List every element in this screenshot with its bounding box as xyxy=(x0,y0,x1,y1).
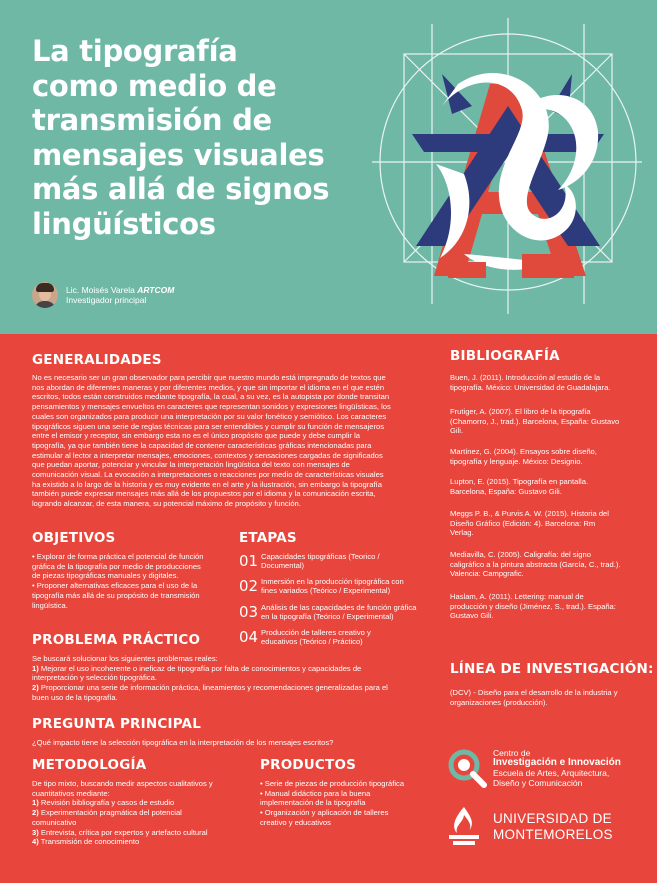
text-line: Se buscará solucionar los siguientes problemas reales: xyxy=(32,654,218,663)
title-line: más allá de signos xyxy=(32,172,330,206)
pregunta-text: ¿Qué impacto tiene la selección tipográfica en la interpretación de los mensajes escritos? xyxy=(32,738,334,747)
generalidades-text xyxy=(32,373,428,509)
title-line: como medio de xyxy=(32,68,277,103)
text-line: creativo y educativos xyxy=(260,817,331,827)
text-line: comunicativo xyxy=(32,817,77,827)
text-line: implementación de la tipografía xyxy=(260,798,366,808)
text-line: que puedan aportar, potenciar y vincular la interpretación lingüística del texto con mensajes de xyxy=(32,460,350,470)
etapa-item xyxy=(239,603,429,622)
etapa-number: 03 xyxy=(239,603,259,621)
bib-entry: Meggs P. B., & Purvis A. W. (2015). Historia del Diseño Gráfico (Edición: 4). Barcelona: Rm Verlag. xyxy=(450,509,609,538)
etapa-text: Análisis de las capacidades de función gráfica en la tipografía (Teórico / Experimental) xyxy=(261,603,417,622)
text-line: • Organización y aplicación de talleres xyxy=(260,808,389,818)
metodologia-heading: METODOLOGÍA xyxy=(32,757,147,773)
etapa-item xyxy=(239,628,429,647)
bibliografia-heading: BIBLIOGRAFÍA xyxy=(450,348,560,364)
metodologia-item: 2) Experimentación pragmática del potencial xyxy=(32,808,182,818)
text-line: • Explorar de forma práctica el potencial de función xyxy=(32,552,204,561)
text-line: estimular al lector a interpretar mensajes, emociones, contextos y sensaciones cargadas de significados xyxy=(32,450,383,460)
title-line: mensajes visuales xyxy=(32,137,325,172)
objetivos-text xyxy=(32,552,232,610)
text-line: 2) Proporcionar una serie de información práctica, lineamientos y recomendaciones generalizadas para el xyxy=(32,683,388,693)
text-line: • Proponer alternativas eficaces para el uso de la xyxy=(32,581,198,591)
productos-text xyxy=(260,779,440,828)
etapa-item xyxy=(239,552,429,571)
text-line: entre el emisor y receptor, sin embargo esta no es el único propósito que puede y debe cumplir la xyxy=(32,431,360,441)
author-text xyxy=(66,285,174,305)
generalidades-heading: GENERALIDADES xyxy=(32,352,162,368)
text-line: cuales son organizados para producir una interpretación por su valor fonético y semiótico. Los caracteres xyxy=(32,411,387,421)
bib-entry: Buen, J. (2011). Introducción al estudio de la tipografía. México: Universidad de Guadalajara. xyxy=(450,373,611,392)
research-center-text: Centro de Investigación e Innovación Escuela de Artes, Arquitectura, Diseño y Comunicación xyxy=(493,748,621,788)
etapa-number: 02 xyxy=(239,577,259,595)
typographic-artwork-illustration xyxy=(372,14,642,319)
metodologia-text xyxy=(32,779,242,847)
title-line: lingüísticos xyxy=(32,206,216,241)
bib-entry: Frutiger, A. (2007). El libro de la tipografía (Chamorro, J., trad.). Barcelona, España: Gustavo Gili. xyxy=(450,407,620,436)
text-line: tipografía, ya que también tiene la capacidad de contener características gráficas intencionadas para xyxy=(32,440,372,450)
header-panel xyxy=(0,0,657,334)
etapa-text: Producción de talleres creativo y educativos (Teórico / Práctico) xyxy=(261,628,371,647)
etapa-text: Inmersión en la producción tipográfica con fines variados (Teórico / Experimental) xyxy=(261,577,404,596)
author-brand: ARTCOM xyxy=(137,285,175,295)
bib-entry: Lupton, E. (2015). Tipografía en pantalla. Barcelona, España: Gustavo Gili. xyxy=(450,477,589,496)
text-line: tipografía más allá de su propósito de transmisión xyxy=(32,590,200,600)
text-line: tipográficos siguen una serie de reglas técnicas para ser entendibles y cumplir su función de mensajeros xyxy=(32,421,385,431)
text-line: • Manual didáctico para la buena xyxy=(260,788,371,798)
text-line: gráfica de la tipografía por medio de producciones xyxy=(32,561,201,571)
bib-entry: Mediavilla, C. (2005). Caligrafía: del signo caligráfico a la pintura abstracta (García, C., trad.). Valencia: Campgrafic. xyxy=(450,550,621,579)
text-line: buen uso de la tipografía. xyxy=(32,692,118,702)
problema-heading: PROBLEMA PRÁCTICO xyxy=(32,632,201,648)
author-role: Investigador principal xyxy=(66,295,147,305)
text-line: comunicación visual. La evocación a interpretaciones o reacciones por medio de características visuales xyxy=(32,470,384,480)
text-line: interpretación y selección tipográfica. xyxy=(32,673,157,683)
etapas-heading: ETAPAS xyxy=(239,530,297,546)
text-line: lingüística. xyxy=(32,600,68,610)
text-line: escritos, todos están construidos mediante tipografía, la cual, a su vez, es la autopista por donde transitan xyxy=(32,392,390,402)
magnifier-icon xyxy=(447,748,487,788)
problema-text xyxy=(32,654,428,703)
productos-heading: PRODUCTOS xyxy=(260,757,357,773)
flame-icon xyxy=(445,805,483,849)
text-line: No es necesario ser un gran observador para percibir que nuestro mundo está impregnado de textos que xyxy=(32,373,386,382)
linea-heading: LÍNEA DE INVESTIGACIÓN: xyxy=(450,661,654,677)
title-line: transmisión de xyxy=(32,103,272,137)
text-line: también puede expresar mensajes más allá de los propuestos por el idioma y la comunicación escrita, xyxy=(32,489,376,499)
text-line: nos abordan de diferentes maneras y por diferentes medios, y que sin importar el idioma en el que estén xyxy=(32,382,385,392)
research-center-logo xyxy=(447,748,621,788)
poster-title xyxy=(32,34,372,241)
text-line: pensamientos y mensajes envueltos en caracteres que representan sonidos y expresiones lingüísticas, los xyxy=(32,402,391,412)
bib-entry: Martínez, G. (2004). Ensayos sobre diseño, tipografía y lenguaje. México: Designio. xyxy=(450,447,597,466)
text-line: cuantitativos mediante: xyxy=(32,788,110,798)
university-logo xyxy=(445,805,613,849)
etapa-item xyxy=(239,577,429,596)
metodologia-item: 1) Revisión bibliografía y casos de estudio xyxy=(32,798,175,808)
metodologia-item: 4) Transmisión de conocimiento xyxy=(32,837,140,847)
author-block xyxy=(32,282,174,308)
etapa-number: 04 xyxy=(239,628,259,646)
title-line: La tipografía xyxy=(32,34,238,68)
text-line: De tipo mixto, buscando medir aspectos cualitativos y xyxy=(32,779,213,788)
linea-text: (DCV) - Diseño para el desarrollo de la industria y organizaciones (producción). xyxy=(450,688,618,707)
text-line: 1) Mejorar el uso incoherente o ineficaz de tipografía por falta de conocimientos y capacidades de xyxy=(32,663,362,673)
text-line: logrando alcanzar, de esta manera, su potencial máximo de propósito y función. xyxy=(32,499,301,509)
text-line: ha existido a lo largo de la historia y es muy evidente en el arte y la ilustración, sin embargo la tipografía xyxy=(32,479,382,489)
university-name: UNIVERSIDAD DE MONTEMORELOS xyxy=(493,811,613,842)
etapa-text: Capacidades tipográficas (Teorico / Documental) xyxy=(261,552,380,571)
objetivos-heading: OBJETIVOS xyxy=(32,530,116,546)
metodologia-item: 3) Entrevista, crítica por expertos y artefacto cultural xyxy=(32,827,208,837)
author-avatar xyxy=(32,282,58,308)
etapa-number: 01 xyxy=(239,552,259,570)
text-line: • Serie de piezas de producción tipográfica xyxy=(260,779,405,788)
pregunta-heading: PREGUNTA PRINCIPAL xyxy=(32,716,202,732)
text-line: de piezas tipográficas manuales y digitales. xyxy=(32,571,179,581)
bib-entry: Haslam, A. (2011). Lettering: manual de producción y diseño (Jiménez, S., trad.). España: Gustavo Gili. xyxy=(450,592,616,621)
author-name: Lic. Moisés Varela xyxy=(66,285,138,295)
